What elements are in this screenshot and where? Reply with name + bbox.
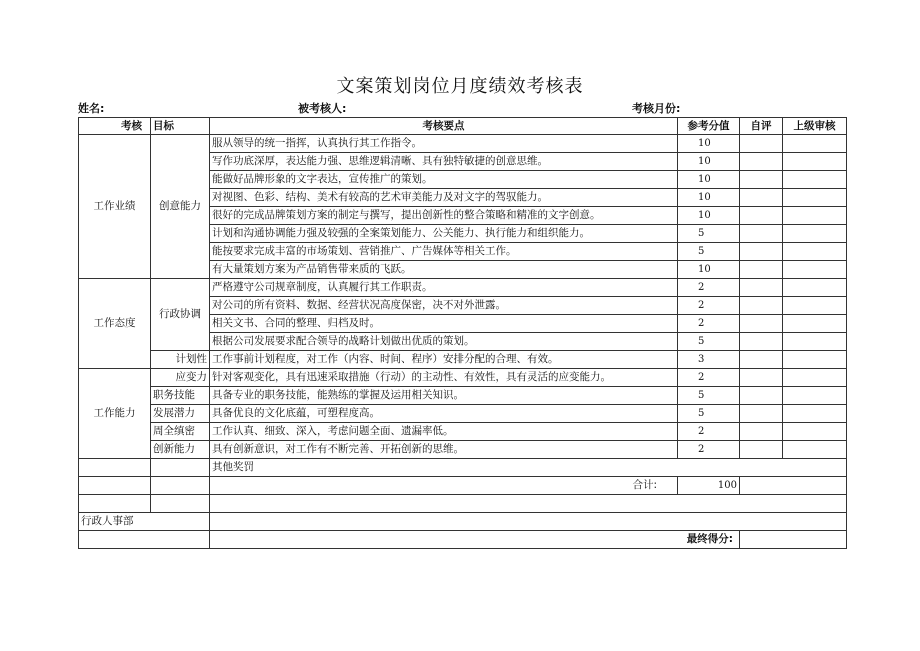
goal-skills: 职务技能 [151,387,210,405]
header-points: 考核要点 [210,118,678,135]
superior-cell[interactable] [783,189,847,207]
self-cell[interactable] [740,423,783,441]
empty-cell [79,495,151,513]
table-row [79,405,847,423]
dept-row [79,513,847,531]
other-rewards-row [79,459,847,477]
self-cell[interactable] [740,297,783,315]
self-cell[interactable] [740,369,783,387]
superior-cell[interactable] [783,333,847,351]
point-cell: 工作认真、细致、深入，考虑问题全面、遗漏率低。 [210,423,678,441]
score-cell: 5 [678,387,740,405]
dept-label: 行政人事部 [79,513,210,531]
blank-row [79,495,847,513]
point-cell: 对视图、色彩、结构、美术有较高的艺术审美能力及对文字的驾驭能力。 [210,189,678,207]
score-cell: 2 [678,369,740,387]
empty-cell [740,477,847,495]
score-cell: 2 [678,423,740,441]
score-cell: 10 [678,261,740,279]
point-cell: 相关文书、合同的整理、归档及时。 [210,315,678,333]
evaluatee-label: 被考核人: [298,102,347,115]
score-cell: 3 [678,351,740,369]
superior-cell[interactable] [783,171,847,189]
category-attitude: 工作态度 [79,279,151,369]
self-cell[interactable] [740,279,783,297]
self-cell[interactable] [740,207,783,225]
superior-cell[interactable] [783,315,847,333]
score-cell: 5 [678,243,740,261]
score-cell: 10 [678,135,740,153]
table-row [79,423,847,441]
score-cell: 5 [678,225,740,243]
score-cell: 2 [678,297,740,315]
self-cell[interactable] [740,135,783,153]
score-cell: 10 [678,153,740,171]
table-row [79,351,847,369]
self-cell[interactable] [740,315,783,333]
empty-cell [79,531,210,549]
score-cell: 2 [678,279,740,297]
self-cell[interactable] [740,387,783,405]
final-score-label: 最终得分: [210,531,740,549]
self-cell[interactable] [740,333,783,351]
score-cell: 10 [678,189,740,207]
goal-creativity: 创意能力 [151,135,210,279]
empty-cell [79,477,151,495]
superior-cell[interactable] [783,369,847,387]
self-cell[interactable] [740,153,783,171]
header-self: 自评 [740,118,783,135]
point-cell: 写作功底深厚，表达能力强、思维逻辑清晰、具有独特敏捷的创意思维。 [210,153,678,171]
superior-cell[interactable] [783,243,847,261]
superior-cell[interactable] [783,153,847,171]
category-performance: 工作业绩 [79,135,151,279]
header-goal: 目标 [151,118,210,135]
header-superior: 上级审核 [783,118,847,135]
self-cell[interactable] [740,171,783,189]
superior-cell[interactable] [783,423,847,441]
superior-cell[interactable] [783,207,847,225]
evaluation-table [78,117,847,549]
self-cell[interactable] [740,225,783,243]
empty-cell [151,477,210,495]
dept-signature[interactable] [210,513,847,531]
table-row [79,441,847,459]
point-cell: 具备专业的职务技能，能熟练的掌握及运用相关知识。 [210,387,678,405]
total-value: 100 [678,477,740,495]
point-cell: 工作事前计划程度，对工作（内容、时间、程序）安排分配的合理、有效。 [210,351,678,369]
self-cell[interactable] [740,189,783,207]
empty-cell [210,495,847,513]
superior-cell[interactable] [783,405,847,423]
score-cell: 10 [678,207,740,225]
point-cell: 计划和沟通协调能力强及较强的全案策划能力、公关能力、执行能力和组织能力。 [210,225,678,243]
table-row [79,135,847,153]
page-title: 文案策划岗位月度绩效考核表 [336,76,584,97]
goal-potential: 发展潜力 [151,405,210,423]
score-cell: 2 [678,315,740,333]
empty-cell [151,495,210,513]
self-cell[interactable] [740,441,783,459]
superior-cell[interactable] [783,225,847,243]
table-row [79,279,847,297]
final-score-row [79,531,847,549]
total-label: 合计: [210,477,678,495]
point-cell: 针对客观变化，具有迅速采取措施（行动）的主动性、有效性，具有灵活的应变能力。 [210,369,678,387]
point-cell: 有大量策划方案为产品销售带来质的飞跃。 [210,261,678,279]
table-row [79,387,847,405]
score-cell: 2 [678,441,740,459]
empty-cell [79,459,151,477]
final-score-value[interactable] [740,531,847,549]
score-cell: 5 [678,405,740,423]
point-cell: 服从领导的统一指挥，认真执行其工作指令。 [210,135,678,153]
header-category: 考核 [79,118,151,135]
self-cell[interactable] [740,405,783,423]
point-cell: 能做好品牌形象的文字表达，宣传推广的策划。 [210,171,678,189]
point-cell: 能按要求完成丰富的市场策划、营销推广、广告媒体等相关工作。 [210,243,678,261]
superior-cell[interactable] [783,261,847,279]
self-cell[interactable] [740,261,783,279]
goal-careful: 周全缜密 [151,423,210,441]
superior-cell[interactable] [783,387,847,405]
header-score: 参考分值 [678,118,740,135]
superior-cell[interactable] [783,279,847,297]
table-row [79,369,847,387]
point-cell: 很好的完成品牌策划方案的制定与撰写，提出创新性的整合策略和精准的文字创意。 [210,207,678,225]
point-cell: 具备优良的文化底蕴，可塑程度高。 [210,405,678,423]
category-ability: 工作能力 [79,369,151,459]
score-cell: 5 [678,333,740,351]
superior-cell[interactable] [783,297,847,315]
month-label: 考核月份: [632,102,681,115]
self-cell[interactable] [740,351,783,369]
point-cell: 根据公司发展要求配合领导的战略计划做出优质的策划。 [210,333,678,351]
header-row [79,118,847,135]
name-label: 姓名: [78,102,105,115]
goal-planning: 计划性 [151,351,210,369]
empty-cell [151,459,210,477]
total-row [79,477,847,495]
goal-innovation: 创新能力 [151,441,210,459]
superior-cell[interactable] [783,441,847,459]
superior-cell[interactable] [783,351,847,369]
superior-cell[interactable] [783,135,847,153]
other-rewards-label: 其他奖罚 [210,459,847,477]
score-cell: 10 [678,171,740,189]
point-cell: 严格遵守公司规章制度，认真履行其工作职责。 [210,279,678,297]
self-cell[interactable] [740,243,783,261]
goal-admin: 行政协调 [151,279,210,351]
goal-adapt: 应变力 [151,369,210,387]
point-cell: 具有创新意识，对工作有不断完善、开拓创新的思维。 [210,441,678,459]
point-cell: 对公司的所有资料、数据、经营状况高度保密，决不对外泄露。 [210,297,678,315]
